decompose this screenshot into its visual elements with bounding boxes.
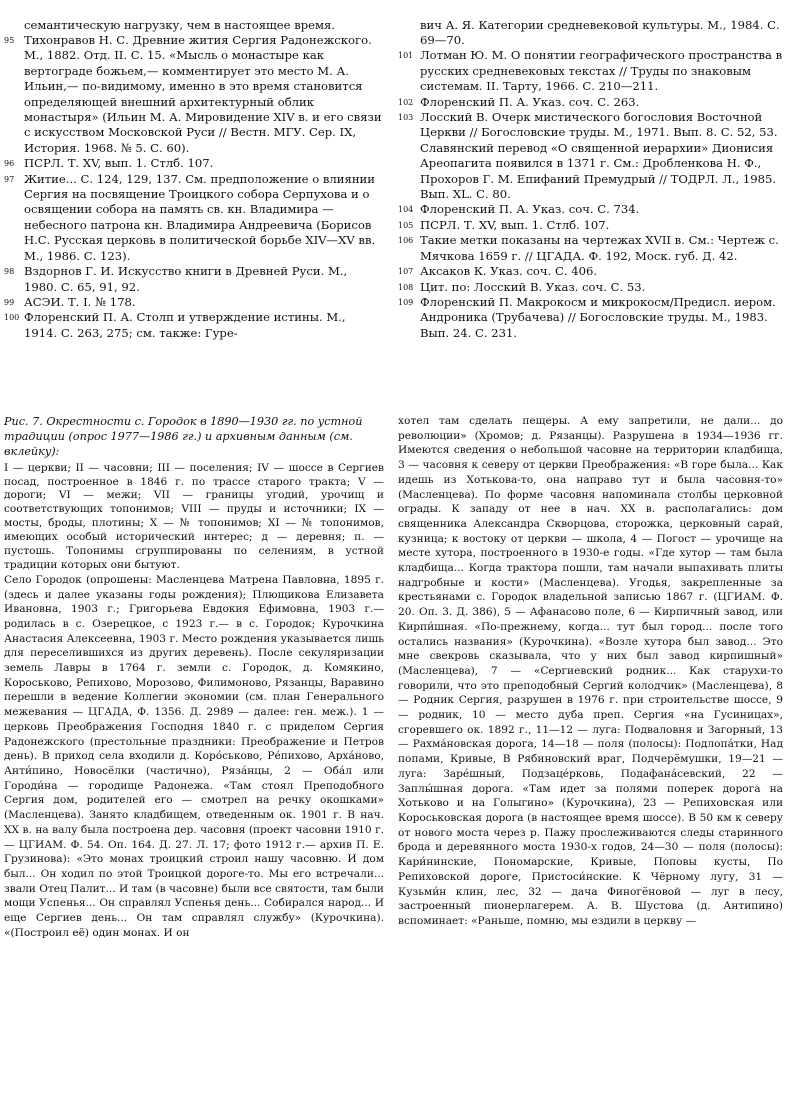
footnote — [4, 295, 382, 310]
footnote-text: Лосский В. Очерк мистического богословия Восточной Церкви // Богословские труды. М., 1971. Вып. 8. С. 52, 53. Славянский перевод «О священной иерархии» Дионисия Ареопагита появился в 1371 г. См.: Дробленкова Н. Ф., Прохоров Г. М. Епифаний Премудрый // ТОДРЛ. Л., 1985. Вып. XL. С. 80. — [420, 110, 778, 202]
footnote-number: 95 — [4, 36, 15, 45]
bottom-right-column — [398, 414, 783, 929]
footnote-number: 97 — [4, 174, 15, 184]
footnote-text: Тихонравов Н. С. Древние жития Сергия Радонежского. М., 1882. Отд. II. С. 15. «Мысль о монастыре как вертограде божьем,— комментирует это место М. А. Ильин,— по-видимому, именно в это время становится определяющей внешний архитектурный облик монастыря» (Ильин М. А. Мировидение XIV в. и его связи с искусством Московской Руси // Вестн. МГУ. Сер. IX, История. 1968. № 5. С. 60). — [24, 33, 382, 155]
footnote — [398, 295, 783, 341]
top-right-footnotes — [398, 6, 783, 341]
footnote-text: ПСРЛ. Т. XV, вып. 1. Стлб. 107. — [24, 156, 214, 171]
figure-caption: Рис. 7. Окрестности с. Городок в 1890—1930 гг. по устной традиции (опрос 1977—1986 гг.) и архивным данным (см. вклейку): — [4, 415, 363, 459]
footnote-text: Флоренский П. Макрокосм и микрокосм/Предисл. иером. Андроника (Трубачева) // Богословские труды. М., 1983. Вып. 24. С. 231. — [420, 294, 776, 340]
footnote — [398, 110, 783, 202]
footnote — [4, 264, 382, 295]
footnote — [4, 310, 382, 341]
footnote — [398, 264, 783, 279]
footnote-text: Флоренский П. А. Столп и утверждение истины. М., 1914. С. 263, 275; см. также: Гуре- — [24, 310, 346, 340]
body-text-right: хотел там сделать пещеры. А ему запретили, не дали... до революции» (Хромов; д. Рязанцы). Разрушена в 1934—1936 гг. Имеются сведения о небольшой часовне на территории кладбища, 3 — часовня к северу от церкви Преображения: «В горе была... Как идешь из Хотькова-то, она направо тут и была часовня-то» (Масленцева). По форме часовня напоминала столбы церковной ограды. К западу от нее в нач. XX в. располагались: дом священника Александра Скворцова, сторожка, церковный сарай, кузница; к востоку от церкви — школа, 4 — Погост — урочище на месте хутора, построенного в 1930-е годы. «Где хутор — там была кладбища... Когда трактора пошли, там начали выпахивать плиты надгробные и кости» (Масленцева). Угодья, закрепленные за крестьянами с. Городок владельной записью 1867 г. (ЦГИАМ. Ф. 20. Оп. 3. Д. 386), 5 — Афанасово поле, 6 — Кирпичный завод, или Кирпи́шная. «По-прежнему, когда... тут был город... после того остались названия» (Курочкина). «Возле хутора был завод... Это мне свекровь сказывала, что у них был завод кирпишный» (Масленцева), 7 — «Сергиевский родник... Как старухи-то говорили, что это преподобный Сергий колодчик» (Масленцева), 8 — Родник Сергия, разрушен в 1976 г. при строительстве шоссе, 9 — родник, 10 — место дуба преп. Сергия «на Гусиницах», сгоревшего ок. 1892 г., 11—12 — луга: Подваловня и Загорный, 13 — Рахма́новская дорога, 14—18 — поля (полосы): Подлопа́тки, Над попами, Кривые, В Рябиновский враг, Подчерёмушки, 19—21 — луга: Заре́шный, Подзаце́рковь, Подафана́севский, 22 — Заплы́шная дорога. «Там идет за полями поперек дорога на Хотьково и на Голыгино» (Курочкина), 23 — Репиховская или Короськовская дорога (в настоящее время шоссе). В 50 км к северу от нового моста через р. Пажу прослеживаются следы старинного брода и деревянного моста 1930-х годов, 24—30 — поля (полосы): Кари́нинские, Пономарские, Кривые, Поповы кусты, По Репиховской дороге, Пристоси́нские. К Чёрному лугу, 31 — Кузьми́н клин, лес, 32 — дача Финогёновой — луг в лесу, застроенный пионерлагерем. А. В. Шустова (д. Антипино) вспоминает: «Раньше, помню, мы ездили в церкву — — [398, 415, 783, 927]
footnote — [4, 156, 382, 171]
footnote-text: Флоренский П. А. Указ. соч. С. 734. — [420, 202, 640, 217]
footnote-number: 104 — [398, 205, 414, 215]
footnote-number: 96 — [4, 159, 15, 169]
footnote-number: 100 — [4, 313, 20, 323]
footnote — [398, 48, 783, 94]
top-left-footnotes — [4, 6, 382, 341]
bottom-left-column — [4, 414, 384, 940]
footnote-number: 106 — [398, 236, 414, 246]
footnote-number: 101 — [398, 51, 414, 61]
footnote-number: 99 — [4, 297, 15, 307]
footnote-continuation: семантическую нагрузку, чем в настоящее время. — [24, 17, 336, 32]
footnote-text: Цит. по: Лосский В. Указ. соч. С. 53. — [420, 279, 646, 294]
footnote-number: 108 — [398, 282, 414, 292]
footnote-number: 105 — [398, 220, 414, 230]
footnote — [4, 33, 382, 156]
figure-legend: I — церкви; II — часовни; III — поселения; IV — шоссе в Сергиев посад, построенное в 1846 г. по трассе старого тракта; V — дороги; VI — межи; VII — границы угодий, урочищ и соответствующих топонимов; VIII — пруды и источники; IX — мосты, броды, плотины; X — № топонимов; XI — № топонимов, имеющих особый исторический интерес; д — деревня; п. — пустошь. Топонимы сгруппированы по селениям, в устной традиции которых они бытуют. — [4, 461, 384, 571]
footnote-continuation: вич А. Я. Категории средневековой культуры. М., 1984. С. 69—70. — [420, 17, 780, 47]
footnote — [398, 95, 783, 110]
footnote-text: Лотман Ю. М. О понятии географического пространства в русских средневековых текстах // Труды по знаковым системам. II. Тарту, 1966. С. 210—211. — [420, 48, 783, 94]
footnote-text: Флоренский П. А. Указ. соч. С. 263. — [420, 94, 640, 109]
footnote-text: Такие метки показаны на чертежах XVII в. См.: Чертеж с. Мячкова 1659 г. // ЦГАДА. Ф. 192, Моск. губ. Д. 42. — [420, 233, 779, 263]
footnote — [398, 202, 783, 217]
footnote — [398, 280, 783, 295]
footnote-text: ПСРЛ. Т. XV, вып. 1. Стлб. 107. — [420, 217, 610, 232]
footnote-number: 102 — [398, 97, 414, 107]
footnote-number: 98 — [4, 267, 15, 277]
footnote-text: Вздорнов Г. И. Искусство книги в Древней Руси. М., 1980. С. 65, 91, 92. — [24, 264, 348, 294]
footnote-number: 107 — [398, 267, 414, 277]
footnote-text: Житие... С. 124, 129, 137. См. предположение о влиянии Сергия на посвящение Троицкого собора Серпухова и о освящении собора на память св. кн. Владимира — небесного патрона кн. Владимира Андреевича (Борисов Н.С. Русская церковь в политической борьбе XIV—XV вв. М., 1986. С. 123). — [24, 171, 376, 263]
body-text-left: Село Городок (опрошены: Масленцева Матрена Павловна, 1895 г. (здесь и далее указаны годы рождения); Плющикова Елизавета Ивановна, 1903 г.; Григорьева Евдокия Ефимовна, 1903 г.— родилась в с. Озерецкое, с 1923 г.— в с. Городок; Курочкина Анастасия Алексеевна, 1903 г. Место рождения указывается лишь для переселившихся из других деревень). После секуляризации земель Лавры в 1764 г. земли с. Городок, д. Комякино, Короськово, Репихово, Морозово, Филимоново, Рязанцы, Варавино перешли в ведение Коллегии экономии (см. план Генерального межевания — ЦГАДА, Ф. 1356. Д. 2989 — далее: ген. меж.). 1 — церковь Преображения Господня 1840 г. с приделом Сергия Радонежского (престольные праздники: Преображение и Петров день). В приход села входили д. Коро́ськово, Ре́пихово, Арха́ново, Анти́пино, Новосёлки (частично), Ряза́нцы, 2 — Оба́л или Городи́на — городище Радонежа. «Там стоял Преподобного Сергия дом, родителей его — смотрел на речку окошками» (Масленцева). Занято кладбищем, отведенным ок. 1901 г. В нач. XX в. на валу была построена дер. часовня (проект часовни 1910 г.— ЦГИАМ. Ф. 54. Оп. 164. Д. 27. Л. 17; фото 1912 г.— архив П. Е. Грузинова): «Это монах троицкий строил нашу часовню. И дом был... Он ходил по этой Троицкой дороге-то. Мы его встречали... звали Отец Палит... И там (в часовне) были все святости, там были мощи Успенья... Он справлял Успенья день... Собирался народ... И еще Сергиев день... Он там справлял службу» (Курочкина). «(Построил её) один монах. И он — [4, 573, 384, 939]
footnote-number: 109 — [398, 297, 414, 307]
footnote — [398, 218, 783, 233]
footnote — [4, 172, 382, 264]
footnote-number: 103 — [398, 113, 414, 123]
footnote-text: Аксаков К. Указ. соч. С. 406. — [420, 264, 598, 279]
footnote — [398, 233, 783, 264]
footnote-text: АСЭИ. Т. I. № 178. — [24, 294, 136, 309]
